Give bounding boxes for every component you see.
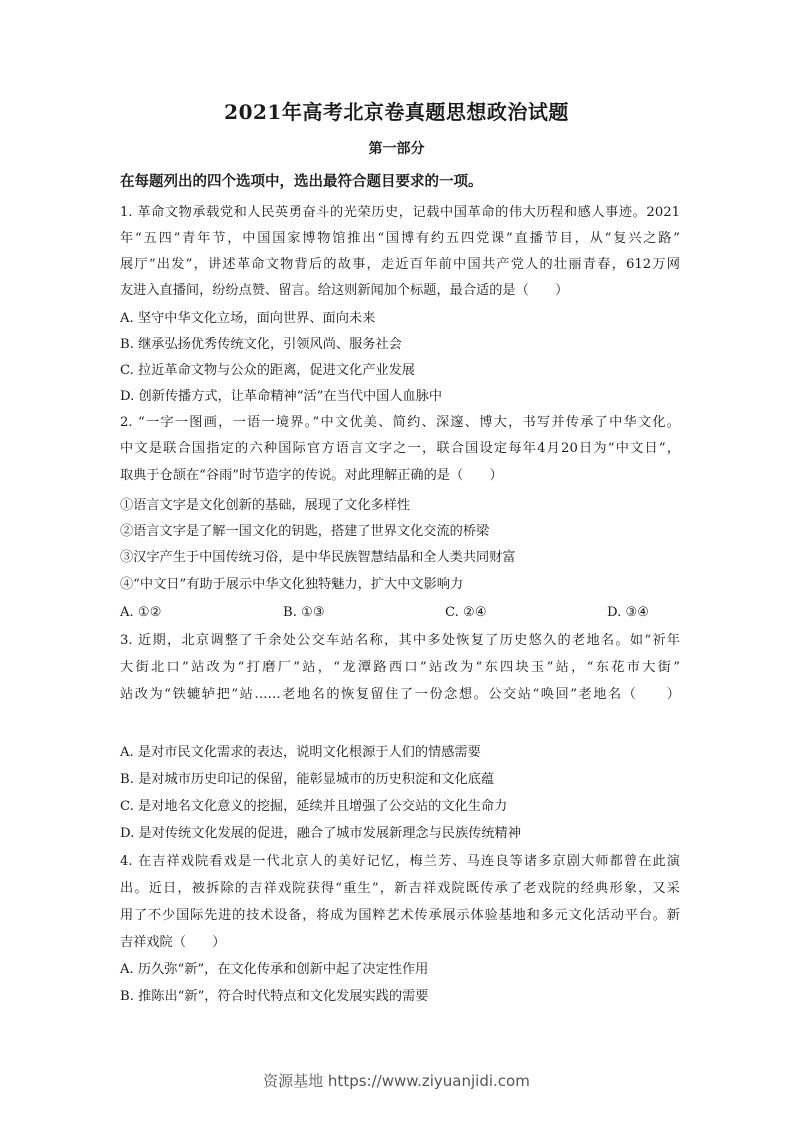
footer-watermark: 资源基地 https://www.ziyuanjidi.com (263, 1072, 530, 1090)
question-stem-line: 友进入直播间，纷纷点赞、留言。给这则新闻加个标题，最合适的是（ ） (120, 283, 569, 298)
section-heading: 第一部分 (368, 141, 425, 157)
question-stem-line: 1. 革命文物承载党和人民英勇奋斗的光荣历史，记载中国革命的伟大历程和感人事迹。2021 (120, 205, 680, 220)
option-c: C. ②④ (445, 605, 487, 620)
question-stem-line: 出。近日，被拆除的吉祥戏院获得“重生”，新吉祥戏院既传承了老戏院的经典形象，又采 (120, 881, 680, 896)
question-stem-line: 年“五四”青年节，中国国家博物馆推出“国博有约五四党课”直播节目，从“复兴之路” (120, 231, 680, 246)
option-a: A. 是对市民文化需求的表达，说明文化根源于人们的情感需要 (120, 745, 481, 760)
option-b: B. 继承弘扬优秀传统文化，引领风尚、服务社会 (120, 337, 402, 352)
statement-3: ③汉字产生于中国传统习俗，是中华民族智慧结晶和全人类共同财富 (120, 550, 516, 565)
question-stem-line: 3. 近期，北京调整了千余处公交车站名称，其中多处恢复了历史悠久的老地名。如“祈年 (120, 633, 680, 648)
option-a: A. ①② (120, 605, 162, 620)
option-c: C. 是对地名文化意义的挖掘，延续并且增强了公交站的文化生命力 (120, 799, 508, 814)
option-c: C. 拉近革命文物与公众的距离，促进文化产业发展 (120, 363, 415, 378)
statement-1: ①语言文字是文化创新的基础，展现了文化多样性 (120, 498, 411, 513)
question-stem-line: 中文是联合国指定的六种国际官方语言文字之一，联合国设定每年4月20日为“中文日”， (120, 441, 680, 456)
option-b: B. ①③ (283, 605, 325, 620)
option-d: D. 创新传播方式，让革命精神“活”在当代中国人血脉中 (120, 389, 443, 404)
option-d: D. 是对传统文化发展的促进，融合了城市发展新理念与民族传统精神 (120, 826, 521, 841)
question-stem-line: 2. “一字一图画，一语一境界。”中文优美、简约、深邃、博大，书写并传承了中华文化。 (120, 415, 680, 430)
option-a: A. 坚守中华文化立场，面向世界、面向未来 (120, 311, 376, 326)
question-stem-line: 4. 在吉祥戏院看戏是一代北京人的美好记忆，梅兰芳、马连良等诸多京剧大师都曾在此演 (120, 854, 680, 869)
question-stem-line: 站改为“铁辘轳把”站……老地名的恢复留住了一份念想。公交站“唤回”老地名（ ） (120, 687, 680, 702)
question-stem-line: 展厅“出发”，讲述革命文物背后的故事，走近百年前中国共产党人的壮丽青春，612万网 (120, 257, 680, 272)
statement-4: ④“中文日”有助于展示中华文化独特魅力，扩大中文影响力 (120, 577, 464, 592)
question-stem-line: 用了不少国际先进的技术设备，将成为国粹艺术传承展示体验基地和多元文化活动平台。新 (120, 908, 680, 923)
page-title: 2021年高考北京卷真题思想政治试题 (224, 100, 569, 124)
question-stem-line: 取典于仓颉在“谷雨”时节造字的传说。对此理解正确的是（ ） (120, 468, 503, 483)
question-stem-line: 大街北口”站改为“打磨厂”站，“龙潭路西口”站改为“东四块玉”站，“东花市大街” (120, 660, 680, 675)
statement-2: ②语言文字是了解一国文化的钥匙，搭建了世界文化交流的桥梁 (120, 524, 490, 539)
option-a: A. 历久弥“新”，在文化传承和创新中起了决定性作用 (120, 962, 429, 977)
option-d: D. ③④ (607, 605, 650, 620)
option-b: B. 推陈出“新”，符合时代特点和文化发展实践的需要 (120, 989, 429, 1004)
option-b: B. 是对城市历史印记的保留，能彰显城市的历史积淀和文化底蕴 (120, 772, 495, 787)
instruction-text: 在每题列出的四个选项中，选出最符合题目要求的一项。 (120, 173, 483, 190)
question-stem-line: 吉祥戏院（ ） (120, 935, 226, 950)
